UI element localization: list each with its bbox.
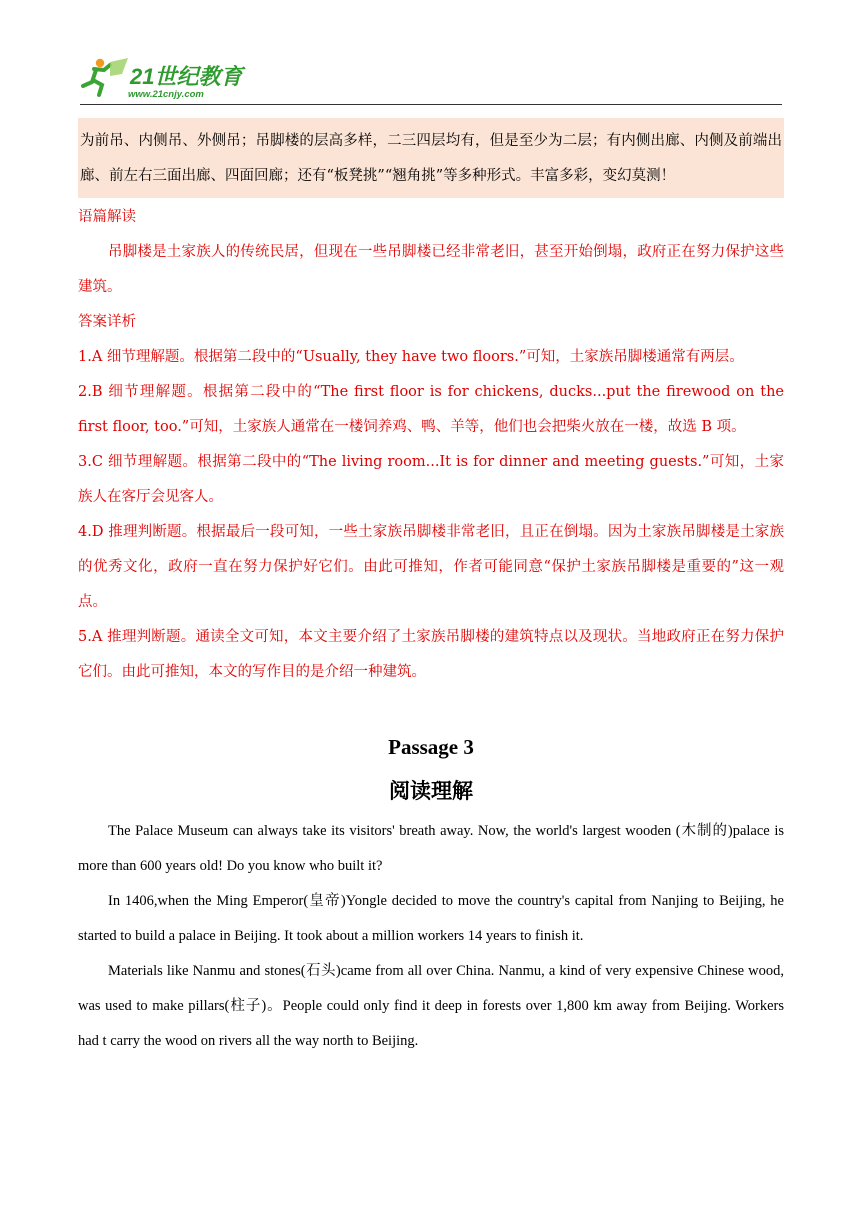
document-body	[78, 118, 784, 1059]
page-header	[80, 54, 782, 106]
answer-item: 2.B 细节理解题。根据第二段中的“The first floor is for chickens, ducks...put the firewood on the first floor, too.”可知，土家族人通常在一楼饲养鸡、鸭、羊等，他们也会把柴火放在一楼，故选 B 项。	[78, 384, 784, 435]
answer-item: 1.A 细节理解题。根据第二段中的“Usually, they have two floors.”可知，土家族吊脚楼通常有两层。	[78, 349, 744, 365]
answer-item: 4.D 推理判断题。根据最后一段可知，一些土家族吊脚楼非常老旧，且正在倒塌。因为土家族吊脚楼是土家族的优秀文化，政府一直在努力保护好它们。由此可推知，作者可能同意“保护土家族吊脚楼是重要的”这一观点。	[78, 524, 784, 610]
analysis-heading: 语篇解读	[78, 209, 136, 225]
passage-analysis	[78, 200, 784, 305]
svg-text:www.21cnjy.com: www.21cnjy.com	[128, 89, 204, 100]
answer-item: 5.A 推理判断题。通读全文可知，本文主要介绍了土家族吊脚楼的建筑特点以及现状。当地政府正在努力保护它们。由此可推知，本文的写作目的是介绍一种建筑。	[78, 629, 784, 680]
passage-title: Passage 3	[388, 735, 474, 759]
21cnjy-logo	[80, 54, 250, 100]
passage-text	[78, 814, 784, 1059]
analysis-text: 吊脚楼是土家族人的传统民居，但现在一些吊脚楼已经非常老旧，甚至开始倒塌，政府正在努力保护这些建筑。	[78, 244, 784, 295]
answers-heading: 答案详析	[78, 314, 136, 330]
shaded-paragraph	[78, 118, 784, 198]
svg-text:21世纪教育: 21世纪教育	[130, 64, 243, 89]
passage-paragraph: The Palace Museum can always take its visitors' breath away. Now, the world's largest wooden (木制的)palace is more than 600 years old! Do you know who built it?	[78, 823, 784, 874]
section-title: 阅读理解	[389, 778, 473, 803]
runner-icon	[83, 58, 128, 95]
passage-paragraph: Materials like Nanmu and stones(石头)came from all over China. Nanmu, a kind of very expensive Chinese wood, was used to make pillars(柱子)。People could only find it deep in forests over 1,800 km away from Beijing. Workers had t carry the wood on rivers all the way north to Beijing.	[78, 963, 784, 1049]
passage-paragraph: In 1406,when the Ming Emperor(皇帝)Yongle decided to move the country's capital from Nanjing to Beijing, he started to build a palace in Beijing. It took about a million workers 14 years to finish it.	[78, 893, 784, 944]
header-divider	[80, 104, 782, 105]
answer-details	[78, 305, 784, 690]
shaded-text: 为前吊、内侧吊、外侧吊；吊脚楼的层高多样，二三四层均有，但是至少为二层；有内侧出廊、内侧及前端出廊、前左右三面出廊、四面回廊；还有“板凳挑”“翘角挑”等多种形式。丰富多彩，变幻莫测！	[80, 133, 782, 184]
answer-item: 3.C 细节理解题。根据第二段中的“The living room...It is for dinner and meeting guests.”可知，土家族人在客厅会见客人。	[78, 454, 784, 505]
